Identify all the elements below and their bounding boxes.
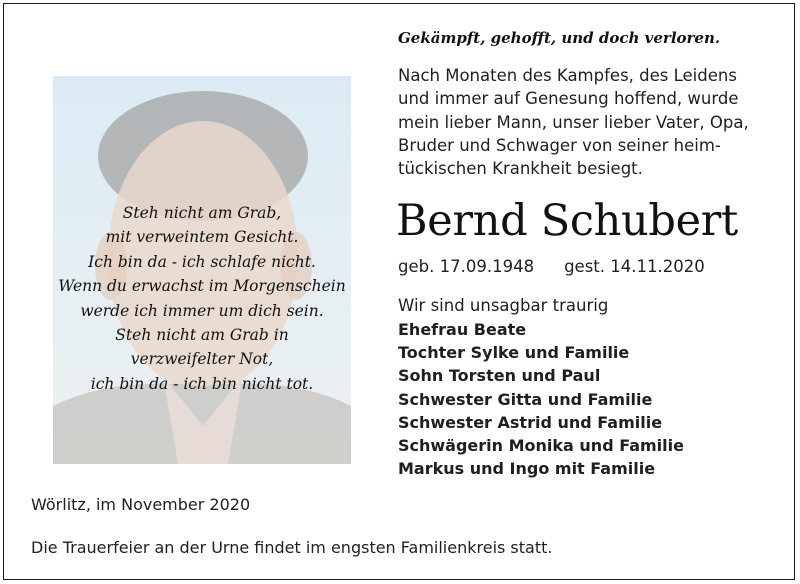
intro-line: mein lieber Mann, unser lieber Vater, Opa, — [398, 112, 749, 132]
poem-line: Steh nicht am Grab in — [115, 326, 289, 345]
funeral-notice: Die Trauerfeier an der Urne findet im engsten Familienkreis statt. — [31, 538, 553, 557]
portrait-photo — [53, 76, 351, 464]
life-dates — [398, 257, 705, 276]
intro-line: Bruder und Schwager von seiner heim- — [398, 135, 721, 155]
intro-line: Nach Monaten des Kampfes, des Leidens — [398, 66, 737, 85]
mourner: Tochter Sylke und Familie — [398, 343, 630, 363]
mourner: Schwester Astrid und Familie — [398, 412, 663, 432]
mourner: Ehefrau Beate — [398, 320, 527, 339]
death-date: gest. 14.11.2020 — [564, 257, 705, 276]
intro-line: tückischen Krankheit besiegt. — [398, 159, 643, 179]
poem-line: Wenn du erwachst im Morgenschein — [58, 277, 346, 296]
intro-line: und immer auf Genesung hoffend, wurde — [398, 89, 739, 109]
deceased-name: Bernd Schubert — [396, 196, 739, 246]
poem — [53, 201, 351, 396]
tagline: Gekämpft, gehofft, und doch verloren. — [398, 29, 721, 47]
mourner: Markus und Ingo mit Familie — [398, 459, 656, 479]
mourner: Schwägerin Monika und Familie — [398, 436, 684, 456]
place-date: Wörlitz, im November 2020 — [31, 495, 251, 514]
mourner: Sohn Torsten und Paul — [398, 366, 601, 386]
poem-line: werde ich immer um dich sein. — [80, 301, 324, 320]
intro-text — [398, 64, 749, 180]
poem-line: Ich bin da - ich schlafe nicht. — [88, 252, 316, 271]
poem-line: verzweifelter Not, — [130, 350, 274, 369]
mourners-list — [398, 318, 684, 480]
poem-line: ich bin da - ich bin nicht tot. — [90, 374, 314, 393]
poem-line: mit verweintem Gesicht. — [105, 228, 299, 247]
mourner: Schwester Gitta und Familie — [398, 389, 653, 409]
birth-date: geb. 17.09.1948 — [398, 257, 535, 276]
poem-line: Steh nicht am Grab, — [122, 204, 282, 222]
mourners-intro: Wir sind unsagbar traurig — [398, 296, 609, 315]
